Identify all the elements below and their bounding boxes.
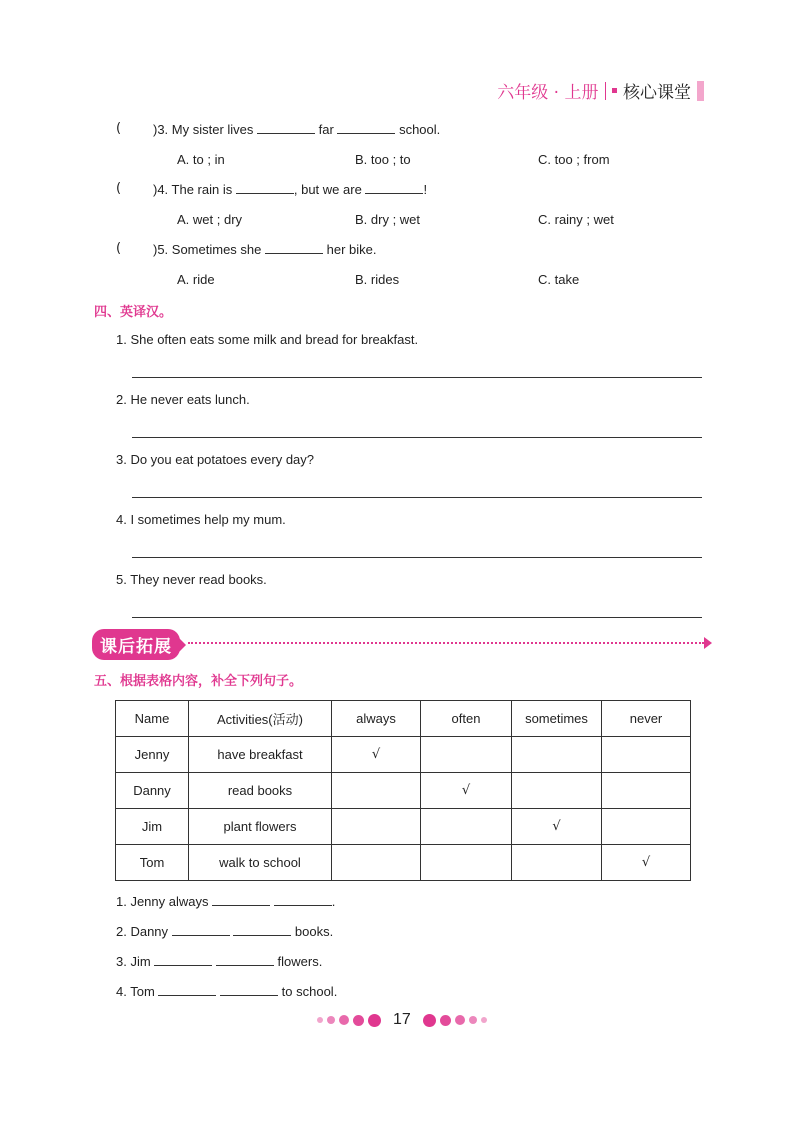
question-3: )3. My sister lives far school. bbox=[153, 122, 441, 137]
row-activity: have breakfast bbox=[189, 737, 332, 773]
question-5: )5. Sometimes she her bike. bbox=[153, 242, 377, 257]
dot-icon bbox=[481, 1017, 487, 1023]
sentence-4: 4. Tom to school. bbox=[116, 984, 338, 999]
dot-icon bbox=[368, 1014, 381, 1027]
translate-item-1: 1. She often eats some milk and bread for breakfast. bbox=[116, 332, 419, 347]
dot-icon bbox=[455, 1015, 465, 1025]
option-5a: A. ride bbox=[177, 272, 215, 287]
option-4a: A. wet ; dry bbox=[177, 212, 243, 227]
arrow-right-icon bbox=[704, 637, 712, 649]
question-4: )4. The rain is , but we are ! bbox=[153, 182, 428, 197]
banner-pointer-icon bbox=[178, 637, 186, 653]
dot-icon bbox=[469, 1016, 477, 1024]
row-activity: read books bbox=[189, 773, 332, 809]
option-4c: C. rainy ; wet bbox=[538, 212, 614, 227]
banner-label: 课后拓展 bbox=[92, 629, 180, 660]
table-row bbox=[116, 773, 691, 809]
option-3b: B. too ; to bbox=[355, 152, 411, 167]
table-row bbox=[116, 809, 691, 845]
check-mark: √ bbox=[332, 737, 421, 773]
check-mark: √ bbox=[421, 773, 512, 809]
extension-banner bbox=[92, 629, 186, 660]
option-3a: A. to ; in bbox=[177, 152, 225, 167]
blank[interactable] bbox=[274, 895, 332, 906]
page-footer bbox=[317, 1011, 487, 1029]
blank[interactable] bbox=[212, 895, 270, 906]
blank[interactable] bbox=[337, 123, 395, 134]
section-4-title: 四、英译汉。 bbox=[94, 305, 173, 320]
answer-paren: ( bbox=[116, 121, 122, 136]
header-bar-icon bbox=[697, 81, 704, 101]
option-5b: B. rides bbox=[355, 272, 400, 287]
section-5-title: 五、根据表格内容，补全下列句子。 bbox=[94, 674, 303, 689]
answer-line-1[interactable] bbox=[132, 377, 702, 378]
page-number: 17 bbox=[393, 1011, 411, 1028]
blank[interactable] bbox=[154, 955, 212, 966]
header-square-icon bbox=[612, 88, 617, 93]
sentence-2: 2. Danny books. bbox=[116, 924, 334, 939]
blank[interactable] bbox=[236, 183, 294, 194]
blank[interactable] bbox=[158, 985, 216, 996]
sentence-1: 1. Jenny always . bbox=[116, 894, 336, 909]
dot-icon bbox=[440, 1015, 451, 1026]
dot-icon bbox=[327, 1016, 335, 1024]
answer-line-2[interactable] bbox=[132, 437, 702, 438]
grade-label: 六年级 · 上册 bbox=[497, 83, 599, 103]
banner-dotted-line bbox=[188, 642, 704, 644]
header-always: always bbox=[332, 701, 421, 737]
header-never: never bbox=[602, 701, 691, 737]
header-title: 核心课堂 bbox=[623, 83, 691, 103]
answer-line-5[interactable] bbox=[132, 617, 702, 618]
header-sometimes: sometimes bbox=[512, 701, 602, 737]
row-name: Tom bbox=[116, 845, 189, 881]
check-mark: √ bbox=[602, 845, 691, 881]
row-activity: plant flowers bbox=[189, 809, 332, 845]
table-row bbox=[116, 845, 691, 881]
option-5c: C. take bbox=[538, 272, 580, 287]
blank[interactable] bbox=[257, 123, 315, 134]
row-activity: walk to school bbox=[189, 845, 332, 881]
sentence-3: 3. Jim flowers. bbox=[116, 954, 323, 969]
blank[interactable] bbox=[265, 243, 323, 254]
option-4b: B. dry ; wet bbox=[355, 212, 421, 227]
translate-item-4: 4. I sometimes help my mum. bbox=[116, 512, 286, 527]
translate-item-2: 2. He never eats lunch. bbox=[116, 392, 250, 407]
header-name: Name bbox=[116, 701, 189, 737]
option-3c: C. too ; from bbox=[538, 152, 610, 167]
row-name: Jenny bbox=[116, 737, 189, 773]
header-separator bbox=[605, 82, 607, 100]
table-row bbox=[116, 737, 691, 773]
header-activities: Activities(活动) bbox=[189, 701, 332, 737]
dot-icon bbox=[423, 1014, 436, 1027]
answer-paren: ( bbox=[116, 241, 122, 256]
dot-icon bbox=[353, 1015, 364, 1026]
dot-icon bbox=[317, 1017, 323, 1023]
answer-line-4[interactable] bbox=[132, 557, 702, 558]
table-header-row bbox=[116, 701, 691, 737]
answer-line-3[interactable] bbox=[132, 497, 702, 498]
translate-item-3: 3. Do you eat potatoes every day? bbox=[116, 452, 315, 467]
row-name: Danny bbox=[116, 773, 189, 809]
blank[interactable] bbox=[172, 925, 230, 936]
check-mark: √ bbox=[512, 809, 602, 845]
page-header bbox=[497, 78, 704, 103]
frequency-table bbox=[115, 700, 691, 881]
header-often: often bbox=[421, 701, 512, 737]
blank[interactable] bbox=[233, 925, 291, 936]
row-name: Jim bbox=[116, 809, 189, 845]
blank[interactable] bbox=[216, 955, 274, 966]
blank[interactable] bbox=[220, 985, 278, 996]
answer-paren: ( bbox=[116, 181, 122, 196]
translate-item-5: 5. They never read books. bbox=[116, 572, 267, 587]
dot-icon bbox=[339, 1015, 349, 1025]
blank[interactable] bbox=[365, 183, 423, 194]
